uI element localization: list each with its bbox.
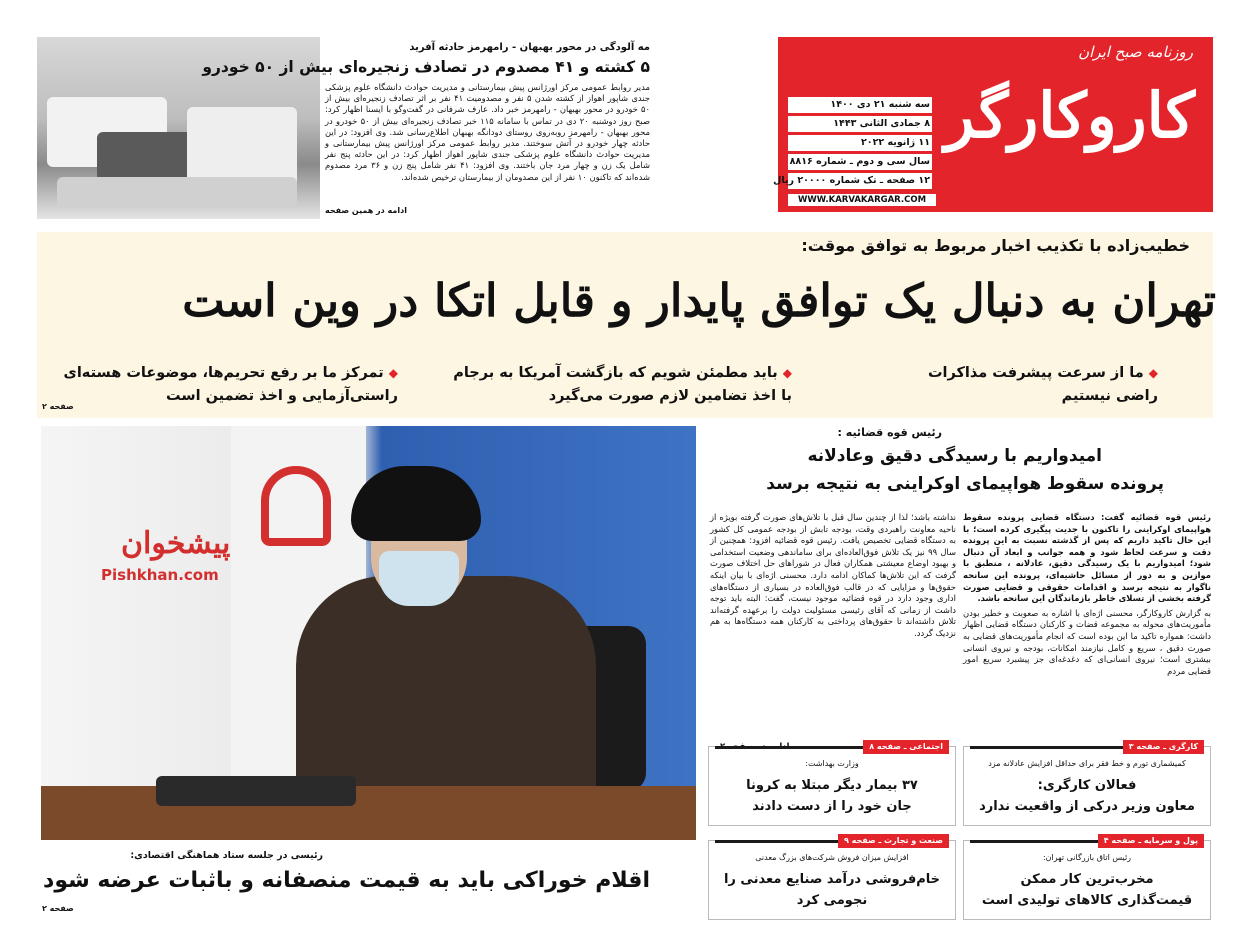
- watermark-en: Pishkhan.com: [101, 566, 219, 584]
- judiciary-lead: رئیس قوه قضائیه گفت: دستگاه قضایی پرونده سقوط هواپیمای اوکراینی را تاکنون با جدیت پیگیری کرده است؛ با این حال تاکید داریم که پس از گذشته نسبت به این پرونده دقت و سرعت لحاظ شود و همه جوانب و ابعاد آن دنبال شود؛ امیدواریم با یک رسیدگی دقیق، عادلانه ، منطبق با موازین و به دور از مسائل حاشیه‌ای، پرونده این سانحه ناگوار به نتیجه برسد و اقدامات حقوقی و قضایی صورت گرفته بخشی از تسلای خاطر بازماندگان این سانحه باشد.: [963, 512, 1211, 604]
- watermark-fa: پیشخوان: [121, 526, 231, 561]
- date-solar: سه شنبه ۲۱ دی ۱۴۰۰: [788, 97, 936, 113]
- desk: [41, 786, 696, 840]
- masthead-tagline: روزنامه صبح ایران: [1078, 43, 1193, 61]
- box-kicker: وزارت بهداشت:: [805, 759, 859, 768]
- accident-headline[interactable]: ۵ کشته و ۴۱ مصدوم در تصادف زنجیره‌ای بیش از ۵۰ خودرو: [202, 58, 650, 76]
- news-box-labor[interactable]: [963, 742, 1211, 826]
- face-mask: [379, 551, 459, 606]
- masthead: [773, 37, 1213, 212]
- lead-headline[interactable]: تهران به دنبال یک توافق پایدار و قابل اتکا در وین است: [182, 274, 1216, 327]
- box-tag: اجتماعی ـ صفحه ۸: [863, 740, 949, 754]
- microphone: [156, 776, 356, 806]
- lead-bullet-3: ◆ تمرکز ما بر رفع تحریم‌ها، موضوعات هسته‌ای راستی‌آزمایی و اخذ تضمین است: [63, 365, 398, 404]
- bullet-icon: ◆: [1148, 366, 1158, 380]
- newspaper-logo: کاروکارگر: [944, 79, 1195, 152]
- photo-caption-kicker: رئیسی در جلسه ستاد هماهنگی اقتصادی:: [130, 850, 323, 861]
- news-box-finance[interactable]: [963, 836, 1211, 920]
- box-kicker: کمیشماری تورم و خط فقر برای حداقل افزایش عادلانه مزد: [988, 759, 1186, 768]
- judiciary-body-right: به گزارش کاروکارگر، محسنی اژه‌ای با اشاره به صعوبت و خطیر بودن مأموریت‌های محوله به مجموعه قضات و کارکنان دستگاه قضایی اظهار داشت: همواره تاکید ما این بوده است که انجام مأموریت‌های قضایی به صورت دقیق ، سریع و کامل نیازمند امکانات، بودجه و نیروی انسانی بیشتری است؛ نیروی انسانی‌ای که دغدغه‌ای جز پیشبرد سریع امور قضایی مردم: [963, 607, 1211, 676]
- accident-kicker: مه آلودگی در محور بهبهان - رامهرمز حادثه آفرید: [409, 42, 650, 53]
- date-lunar: ۸ جمادی الثانی ۱۴۴۳: [788, 116, 936, 132]
- news-box-social[interactable]: [708, 742, 956, 826]
- lead-bullet-1: ◆ ما از سرعت پیشرفت مذاکرات راضی نیستیم: [927, 365, 1158, 404]
- date-gregorian: ۱۱ ژانویه ۲۰۲۲: [788, 135, 936, 151]
- photo-caption-headline[interactable]: اقلام خوراکی باید به قیمت منصفانه و باثبات عرضه شود: [43, 868, 650, 893]
- box-headline: فعالان کارگری: معاون وزیر درکی از واقعیت ندارد: [979, 778, 1195, 814]
- bullet-icon: ◆: [782, 366, 792, 380]
- accident-continued[interactable]: ادامه در همین صفحه: [325, 206, 407, 215]
- lead-kicker: خطیب‌زاده با تکذیب اخبار مربوط به توافق موقت:: [801, 236, 1190, 255]
- website-link[interactable]: WWW.KARVAKARGAR.COM: [788, 194, 936, 206]
- judiciary-headline-1[interactable]: امیدواریم با رسیدگی دقیق وعادلانه: [807, 446, 1102, 466]
- photo-page-ref[interactable]: صفحه ۲: [42, 904, 74, 913]
- issue-number: سال سی و دوم ـ شماره ۸۸۱۶: [788, 154, 936, 170]
- bullet-icon: ◆: [388, 366, 398, 380]
- accident-body: مدیر روابط عمومی مرکز اورژانس پیش بیمارستانی و مدیریت حوادث دانشگاه علوم پزشکی جندی شاپور اهواز از کشته شدن ۵ نفر و مصدومیت ۴۱ نفر بر اثر تصادف زنجیره‌ای بیش از ۵۰ خودرو در محور بهبهان - رامهرمز خبر داد. عارف شرفانی در گفت‌وگو با ایسنا اظهار کرد: صبح روز دوشنبه ۲۰ دی در تماس با سامانه ۱۱۵ خبر تصادف زنجیره‌ای بیش از ۵۰ خودرو در محور بهبهان - رامهرمز روبه‌روی روستای دودانگه بهبهان اطلاع‌رسانی شد. وی افزود: در این حادثه چهار خودرو در آتش سوختند. مدیر روابط عمومی مرکز اورژانس پیش بیمارستانی و مدیریت حوادث دانشگاه علوم پزشکی جندی شاپور اهواز اظهار کرد: در این حادثه پنج نفر شامل یک زن و چهار مرد جان باختند. وی افزود: ۴۱ نفر شامل پنج زن و ۳۶ مرد مصدوم شده‌اند که تاکنون ۱۰ نفر از این مصدومان از بیمارستان ترخیص شده‌اند.: [325, 82, 651, 182]
- main-photo: [41, 426, 696, 840]
- box-headline: مخرب‌ترین کار ممکن قیمت‌گذاری کالاهای تولیدی است: [981, 872, 1193, 908]
- box-tag: پول و سرمایه ـ صفحه ۴: [1098, 834, 1204, 848]
- box-kicker: رئیس اتاق بازرگانی تهران:: [1042, 853, 1132, 862]
- issue-price: ۱۲ صفحه ـ تک شماره ۲۰۰۰۰ ریال: [788, 173, 936, 189]
- issue-info: [773, 97, 936, 192]
- box-headline: ۳۷ بیمار دیگر مبتلا به کرونا جان خود را از دست دادند: [746, 778, 918, 814]
- lead-page-ref[interactable]: صفحه ۲: [42, 402, 74, 411]
- box-headline: خام‌فروشی درآمد صنایع معدنی را نجومی کرد: [723, 872, 941, 908]
- judiciary-headline-2[interactable]: پرونده سقوط هواپیمای اوکراینی به نتیجه برسد: [766, 474, 1164, 494]
- news-box-industry[interactable]: [708, 836, 956, 920]
- judiciary-body-left: نداشته باشد؛ لذا از چندین سال قبل با تلاش‌های صورت گرفته بویژه از ناحیه معاونت راهبردی وقت، بودجه تابش از بودجه عمومی کل کشور به دستگاه قضایی تخصیص یافت. رئیس قوه قضائیه افزود: همچنین از سال ۹۹ نیز یک تلاش فوق‌العاده‌ای برای ساماندهی وضعیت استخدامی و بهبود اوضاع معیشتی همکاران فعال در شوراهای حل اختلاف صورت گرفت که این تلاش‌ها کماکان ادامه دارد. محسنی اژه‌ای با بیان اینکه حقوق‌ها و مزایایی که در قالب فوق‌العاده در بسیاری از دستگاه‌های اداری وجود دارد در قوه قضائیه موجود نیست، گفت: البته باید توجه داشت از زمانی که آقای رئیسی مسئولیت دولت را برعهده گرفته‌اند تلاش داشته‌اند تا حقوق‌های پرداختی به کارکنان همه دستگاه‌ها به هم نزدیک گردد.: [710, 512, 956, 638]
- emblem-icon: [261, 466, 331, 546]
- box-kicker: افزایش میزان فروش شرکت‌های بزرگ معدنی: [755, 853, 909, 862]
- box-tag: کارگری ـ صفحه ۳: [1123, 740, 1204, 754]
- box-tag: صنعت و تجارت ـ صفحه ۹: [838, 834, 949, 848]
- judiciary-kicker: رئیس قوه قضائیه :: [837, 426, 942, 439]
- lead-bullet-2: ◆ باید مطمئن شویم که بازگشت آمریکا به برجام با اخذ تضامین لازم صورت می‌گیرد: [453, 365, 792, 404]
- judiciary-column-right: [963, 512, 1211, 677]
- turban: [351, 466, 481, 541]
